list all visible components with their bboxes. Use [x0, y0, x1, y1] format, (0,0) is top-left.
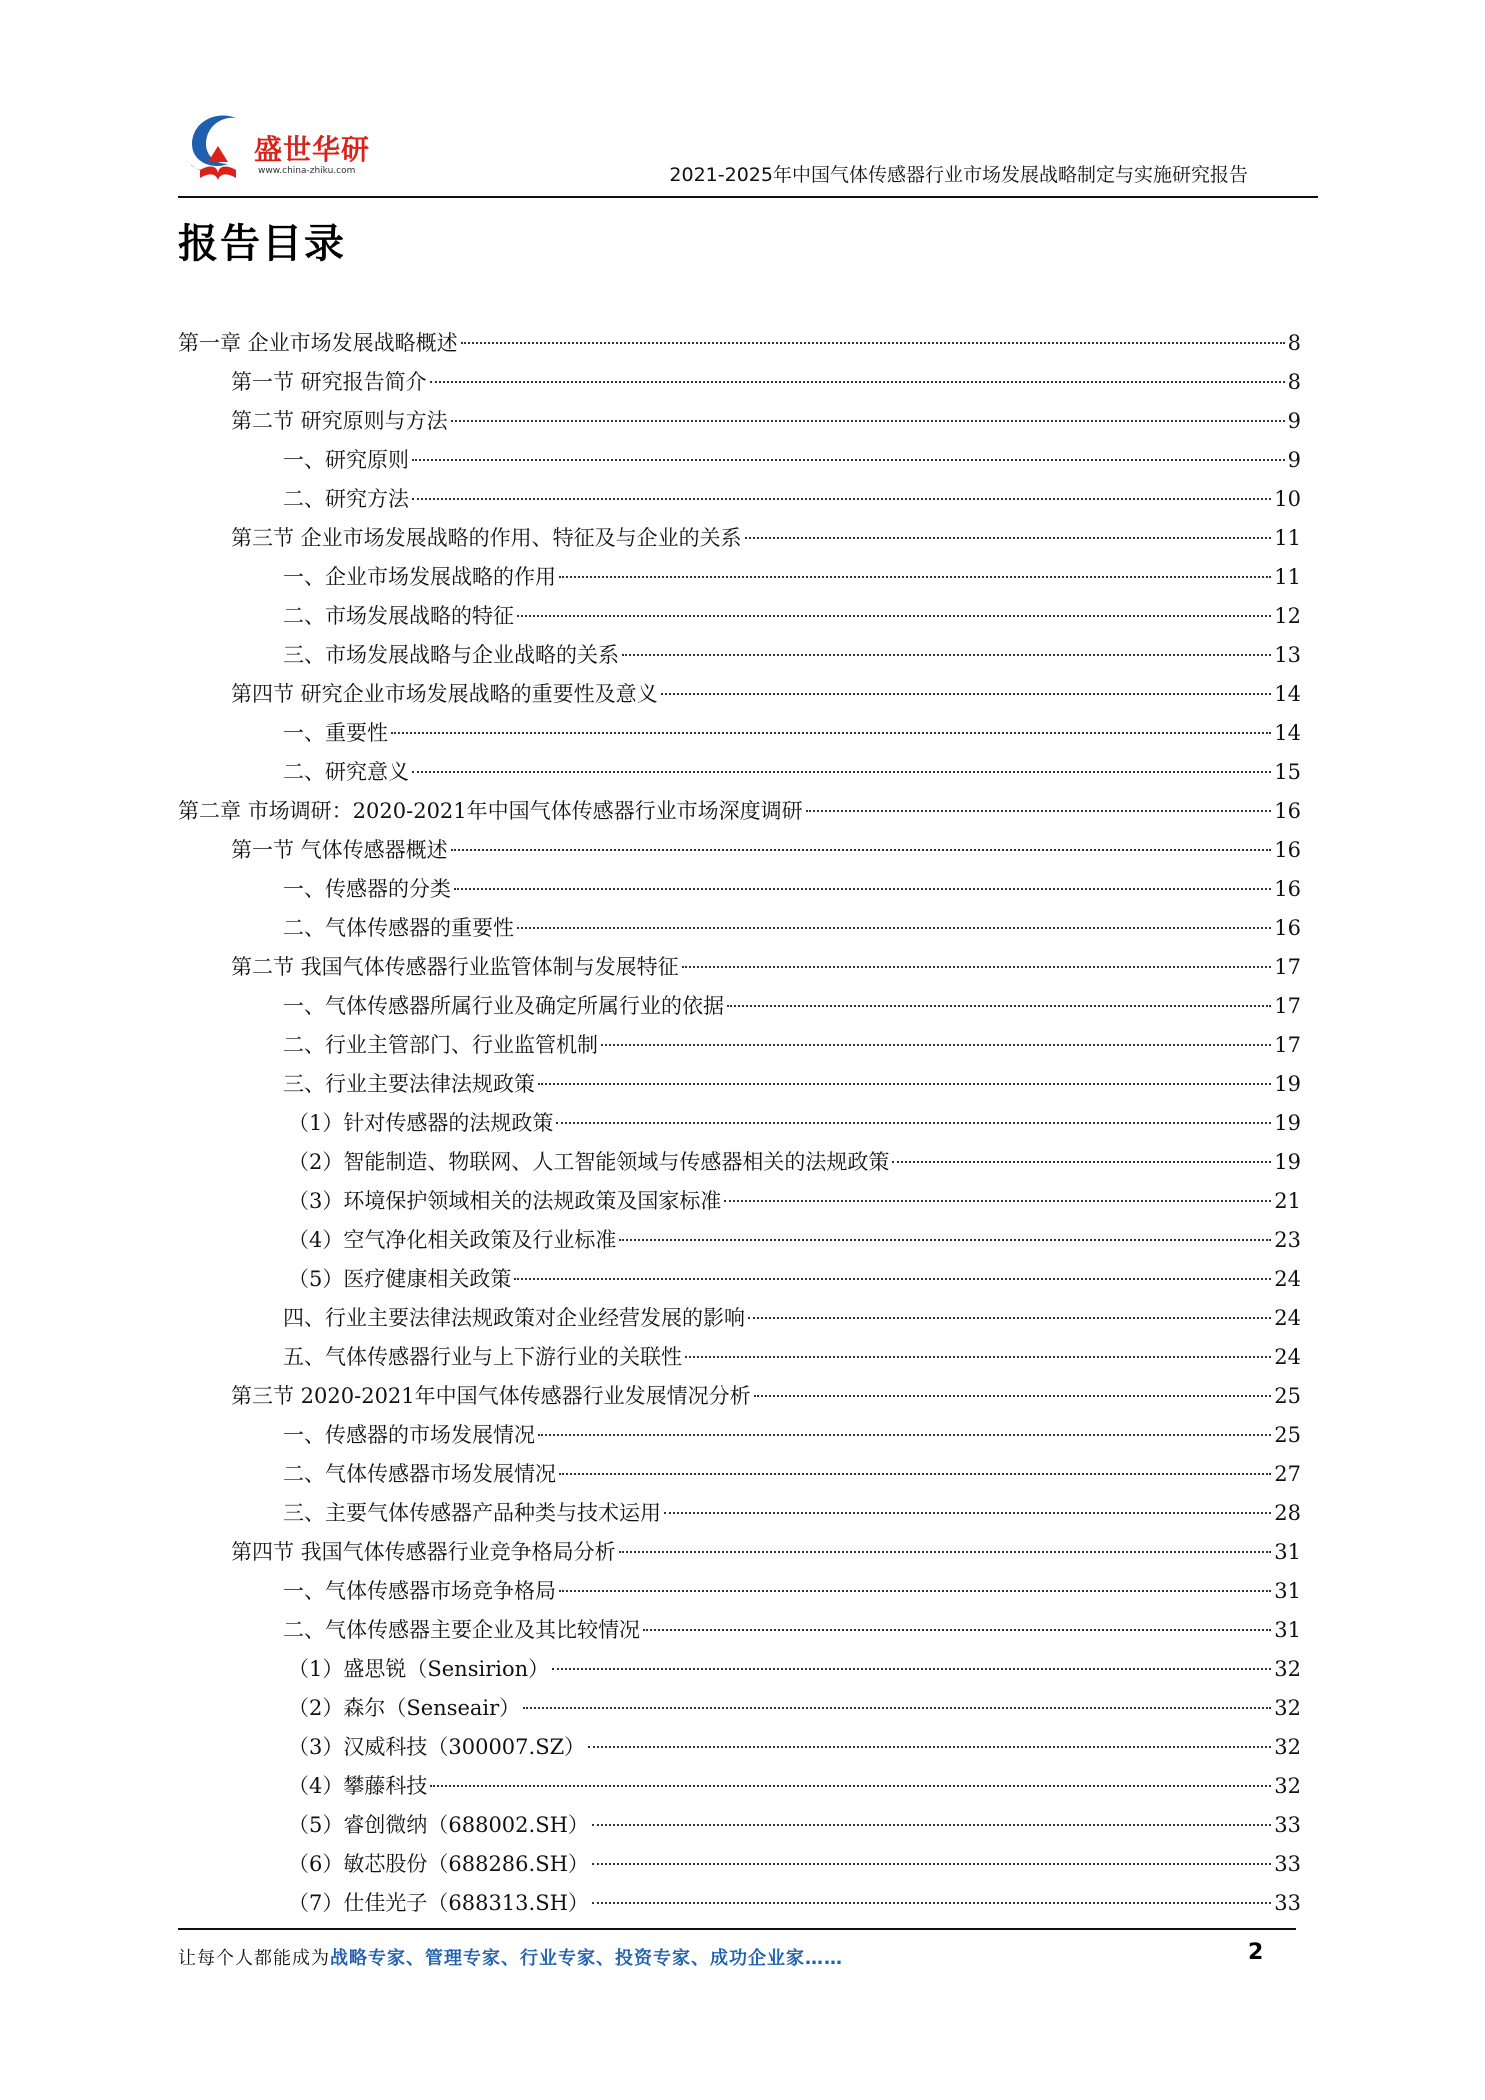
- toc-entry-title: 一、气体传感器市场竞争格局: [283, 1579, 556, 1603]
- toc-entry-title: （6）敏芯股份（688286.SH）: [288, 1852, 589, 1876]
- toc-entry-page: 27: [1274, 1462, 1301, 1486]
- toc-entry-title: 三、市场发展战略与企业战略的关系: [283, 643, 619, 667]
- toc-entry-page: 28: [1274, 1501, 1301, 1525]
- toc-entry-page: 23: [1274, 1228, 1301, 1252]
- toc-entry-title: （1）针对传感器的法规政策: [288, 1111, 554, 1135]
- toc-entry-title: 二、行业主管部门、行业监管机制: [283, 1033, 598, 1057]
- toc-entry[interactable]: [178, 870, 1301, 909]
- toc-leader-dots: [601, 1044, 1271, 1046]
- toc-entry[interactable]: [178, 1143, 1301, 1182]
- toc-leader-dots: [559, 1590, 1271, 1592]
- toc-leader-dots: [517, 615, 1271, 617]
- toc-entry-title: 四、行业主要法律法规政策对企业经营发展的影响: [283, 1306, 745, 1330]
- toc-entry-page: 19: [1274, 1150, 1301, 1174]
- toc-entry-title: （2）智能制造、物联网、人工智能领域与传感器相关的法规政策: [288, 1150, 890, 1174]
- toc-entry[interactable]: [178, 1689, 1301, 1728]
- toc-entry[interactable]: [178, 1377, 1301, 1416]
- toc-leader-dots: [412, 459, 1285, 461]
- toc-entry-title: （3）汉威科技（300007.SZ）: [288, 1735, 586, 1759]
- toc-entry[interactable]: [178, 441, 1301, 480]
- toc-entry-title: 第一章 企业市场发展战略概述: [178, 331, 458, 355]
- toc-leader-dots: [592, 1824, 1271, 1826]
- toc-entry-title: （5）医疗健康相关政策: [288, 1267, 512, 1291]
- toc-entry[interactable]: [178, 363, 1301, 402]
- toc-leader-dots: [682, 966, 1272, 968]
- toc-entry-page: 16: [1274, 838, 1301, 862]
- toc-entry-title: 第一节 气体传感器概述: [231, 838, 448, 862]
- toc-entry-page: 14: [1274, 682, 1301, 706]
- toc-entry-page: 13: [1274, 643, 1301, 667]
- toc-entry-title: 第二节 我国气体传感器行业监管体制与发展特征: [231, 955, 679, 979]
- toc-leader-dots: [643, 1629, 1271, 1631]
- toc-entry-title: 一、气体传感器所属行业及确定所属行业的依据: [283, 994, 724, 1018]
- toc-entry-page: 31: [1274, 1618, 1301, 1642]
- toc-entry-title: 二、气体传感器的重要性: [283, 916, 514, 940]
- toc-entry-page: 15: [1274, 760, 1301, 784]
- company-logo: [178, 104, 408, 190]
- toc-entry-page: 33: [1274, 1813, 1301, 1837]
- toc-entry[interactable]: [178, 558, 1301, 597]
- toc-entry[interactable]: [178, 1728, 1301, 1767]
- toc-leader-dots: [454, 888, 1271, 890]
- toc-entry[interactable]: [178, 597, 1301, 636]
- toc-leader-dots: [559, 576, 1271, 578]
- toc-leader-dots: [430, 1785, 1271, 1787]
- toc-entry-title: 三、主要气体传感器产品种类与技术运用: [283, 1501, 661, 1525]
- toc-entry-page: 17: [1274, 955, 1301, 979]
- toc-entry-page: 10: [1274, 487, 1301, 511]
- toc-entry-page: 32: [1274, 1735, 1301, 1759]
- toc-entry-page: 14: [1274, 721, 1301, 745]
- logo-emblem-icon: [178, 104, 258, 190]
- toc-leader-dots: [685, 1356, 1271, 1358]
- toc-entry-page: 8: [1287, 331, 1301, 355]
- table-of-contents: [178, 324, 1301, 1923]
- toc-entry[interactable]: [178, 1767, 1301, 1806]
- toc-entry-title: 二、市场发展战略的特征: [283, 604, 514, 628]
- page-number: 2: [1248, 1940, 1264, 1965]
- toc-entry-title: （4）空气净化相关政策及行业标准: [288, 1228, 617, 1252]
- toc-entry-page: 21: [1274, 1189, 1301, 1213]
- toc-entry-page: 25: [1274, 1384, 1301, 1408]
- toc-leader-dots: [523, 1707, 1271, 1709]
- toc-entry[interactable]: [178, 402, 1301, 441]
- toc-entry[interactable]: [178, 714, 1301, 753]
- toc-entry[interactable]: [178, 1416, 1301, 1455]
- toc-leader-dots: [538, 1083, 1271, 1085]
- toc-entry-title: 二、气体传感器主要企业及其比较情况: [283, 1618, 640, 1642]
- toc-entry[interactable]: [178, 324, 1301, 363]
- toc-entry-title: 第二节 研究原则与方法: [231, 409, 448, 433]
- toc-leader-dots: [517, 927, 1271, 929]
- toc-entry-page: 25: [1274, 1423, 1301, 1447]
- toc-leader-dots: [661, 693, 1272, 695]
- toc-entry-page: 31: [1274, 1540, 1301, 1564]
- footer-divider: [178, 1928, 1296, 1930]
- toc-entry[interactable]: [178, 1806, 1301, 1845]
- toc-leader-dots: [451, 420, 1285, 422]
- toc-entry[interactable]: [178, 1455, 1301, 1494]
- toc-entry[interactable]: [178, 1533, 1301, 1572]
- toc-entry[interactable]: [178, 636, 1301, 675]
- toc-entry[interactable]: [178, 948, 1301, 987]
- toc-entry-page: 33: [1274, 1891, 1301, 1915]
- toc-entry-page: 16: [1274, 799, 1301, 823]
- toc-entry-title: 二、研究方法: [283, 487, 409, 511]
- toc-entry[interactable]: [178, 1182, 1301, 1221]
- toc-entry[interactable]: [178, 519, 1301, 558]
- toc-entry-title: 五、气体传感器行业与上下游行业的关联性: [283, 1345, 682, 1369]
- logo-url: www.china-zhiku.com: [258, 166, 356, 176]
- toc-leader-dots: [556, 1122, 1271, 1124]
- page-title: 报告目录: [178, 221, 346, 267]
- slogan-prefix: 让每个人都能成为: [178, 1948, 330, 1969]
- toc-entry-page: 31: [1274, 1579, 1301, 1603]
- toc-leader-dots: [461, 342, 1285, 344]
- toc-entry-page: 32: [1274, 1657, 1301, 1681]
- toc-entry-page: 17: [1274, 1033, 1301, 1057]
- toc-entry[interactable]: [178, 1572, 1301, 1611]
- header-divider: [178, 196, 1318, 198]
- toc-leader-dots: [538, 1434, 1271, 1436]
- toc-leader-dots: [727, 1005, 1271, 1007]
- toc-entry-page: 24: [1274, 1267, 1301, 1291]
- page-header: [178, 104, 1318, 196]
- report-title: 2021-2025年中国气体传感器行业市场发展战略制定与实施研究报告: [669, 164, 1248, 186]
- toc-leader-dots: [592, 1863, 1271, 1865]
- toc-entry-title: 二、研究意义: [283, 760, 409, 784]
- toc-entry[interactable]: [178, 753, 1301, 792]
- toc-entry[interactable]: [178, 1026, 1301, 1065]
- toc-entry[interactable]: [178, 480, 1301, 519]
- toc-leader-dots: [592, 1902, 1271, 1904]
- toc-entry-page: 17: [1274, 994, 1301, 1018]
- toc-leader-dots: [806, 810, 1272, 812]
- toc-entry[interactable]: [178, 1221, 1301, 1260]
- toc-entry-title: 第三节 企业市场发展战略的作用、特征及与企业的关系: [231, 526, 742, 550]
- toc-leader-dots: [748, 1317, 1271, 1319]
- toc-entry-title: （7）仕佳光子（688313.SH）: [288, 1891, 589, 1915]
- toc-entry-title: 三、行业主要法律法规政策: [283, 1072, 535, 1096]
- toc-entry[interactable]: [178, 1065, 1301, 1104]
- toc-entry-page: 32: [1274, 1696, 1301, 1720]
- toc-leader-dots: [619, 1551, 1272, 1553]
- toc-entry-page: 16: [1274, 877, 1301, 901]
- toc-entry-title: 一、研究原则: [283, 448, 409, 472]
- toc-leader-dots: [664, 1512, 1271, 1514]
- toc-leader-dots: [514, 1278, 1271, 1280]
- toc-entry-title: （1）盛思锐（Sensirion）: [288, 1657, 550, 1681]
- toc-leader-dots: [552, 1668, 1271, 1670]
- logo-name: 盛世华研: [254, 133, 371, 166]
- toc-entry[interactable]: [178, 909, 1301, 948]
- toc-entry-title: （3）环境保护领域相关的法规政策及国家标准: [288, 1189, 722, 1213]
- toc-leader-dots: [391, 732, 1271, 734]
- toc-entry-page: 33: [1274, 1852, 1301, 1876]
- toc-entry[interactable]: [178, 1884, 1301, 1923]
- toc-entry-title: 一、企业市场发展战略的作用: [283, 565, 556, 589]
- toc-entry-title: 第三节 2020-2021年中国气体传感器行业发展情况分析: [231, 1384, 751, 1408]
- toc-entry[interactable]: [178, 1494, 1301, 1533]
- toc-leader-dots: [619, 1239, 1271, 1241]
- toc-entry-page: 9: [1287, 409, 1301, 433]
- toc-entry-page: 8: [1287, 370, 1301, 394]
- toc-entry-title: 第一节 研究报告简介: [231, 370, 427, 394]
- slogan-highlight: 战略专家、管理专家、行业专家、投资专家、成功企业家……: [330, 1948, 843, 1969]
- toc-entry[interactable]: [178, 987, 1301, 1026]
- toc-entry[interactable]: [178, 1104, 1301, 1143]
- toc-entry-page: 11: [1274, 526, 1301, 550]
- toc-leader-dots: [451, 849, 1272, 851]
- toc-entry-page: 9: [1287, 448, 1301, 472]
- toc-leader-dots: [588, 1746, 1271, 1748]
- toc-entry[interactable]: [178, 1611, 1301, 1650]
- toc-entry[interactable]: [178, 1650, 1301, 1689]
- toc-leader-dots: [559, 1473, 1271, 1475]
- toc-leader-dots: [745, 537, 1272, 539]
- toc-leader-dots: [412, 771, 1271, 773]
- toc-entry-title: 一、重要性: [283, 721, 388, 745]
- toc-entry-title: 一、传感器的市场发展情况: [283, 1423, 535, 1447]
- toc-entry-title: 第四节 研究企业市场发展战略的重要性及意义: [231, 682, 658, 706]
- toc-entry-title: （5）睿创微纳（688002.SH）: [288, 1813, 589, 1837]
- toc-leader-dots: [892, 1161, 1271, 1163]
- toc-entry[interactable]: [178, 831, 1301, 870]
- toc-entry-title: 第二章 市场调研：2020-2021年中国气体传感器行业市场深度调研: [178, 799, 803, 823]
- toc-entry-page: 12: [1274, 604, 1301, 628]
- toc-entry[interactable]: [178, 675, 1301, 714]
- toc-entry-title: 二、气体传感器市场发展情况: [283, 1462, 556, 1486]
- toc-entry-page: 16: [1274, 916, 1301, 940]
- toc-entry[interactable]: [178, 1299, 1301, 1338]
- toc-leader-dots: [724, 1200, 1271, 1202]
- toc-entry[interactable]: [178, 1845, 1301, 1884]
- toc-entry-page: 24: [1274, 1345, 1301, 1369]
- toc-entry[interactable]: [178, 1260, 1301, 1299]
- toc-entry-title: 一、传感器的分类: [283, 877, 451, 901]
- toc-leader-dots: [412, 498, 1271, 500]
- toc-entry-title: 第四节 我国气体传感器行业竞争格局分析: [231, 1540, 616, 1564]
- toc-leader-dots: [622, 654, 1271, 656]
- toc-entry-page: 24: [1274, 1306, 1301, 1330]
- toc-entry-title: （2）森尔（Senseair）: [288, 1696, 521, 1720]
- toc-entry-title: （4）攀藤科技: [288, 1774, 428, 1798]
- toc-entry-page: 19: [1274, 1111, 1301, 1135]
- toc-entry-page: 32: [1274, 1774, 1301, 1798]
- footer-slogan: [178, 1944, 843, 1970]
- toc-entry[interactable]: [178, 792, 1301, 831]
- toc-leader-dots: [430, 381, 1285, 383]
- toc-leader-dots: [754, 1395, 1272, 1397]
- toc-entry[interactable]: [178, 1338, 1301, 1377]
- toc-entry-page: 19: [1274, 1072, 1301, 1096]
- toc-entry-page: 11: [1274, 565, 1301, 589]
